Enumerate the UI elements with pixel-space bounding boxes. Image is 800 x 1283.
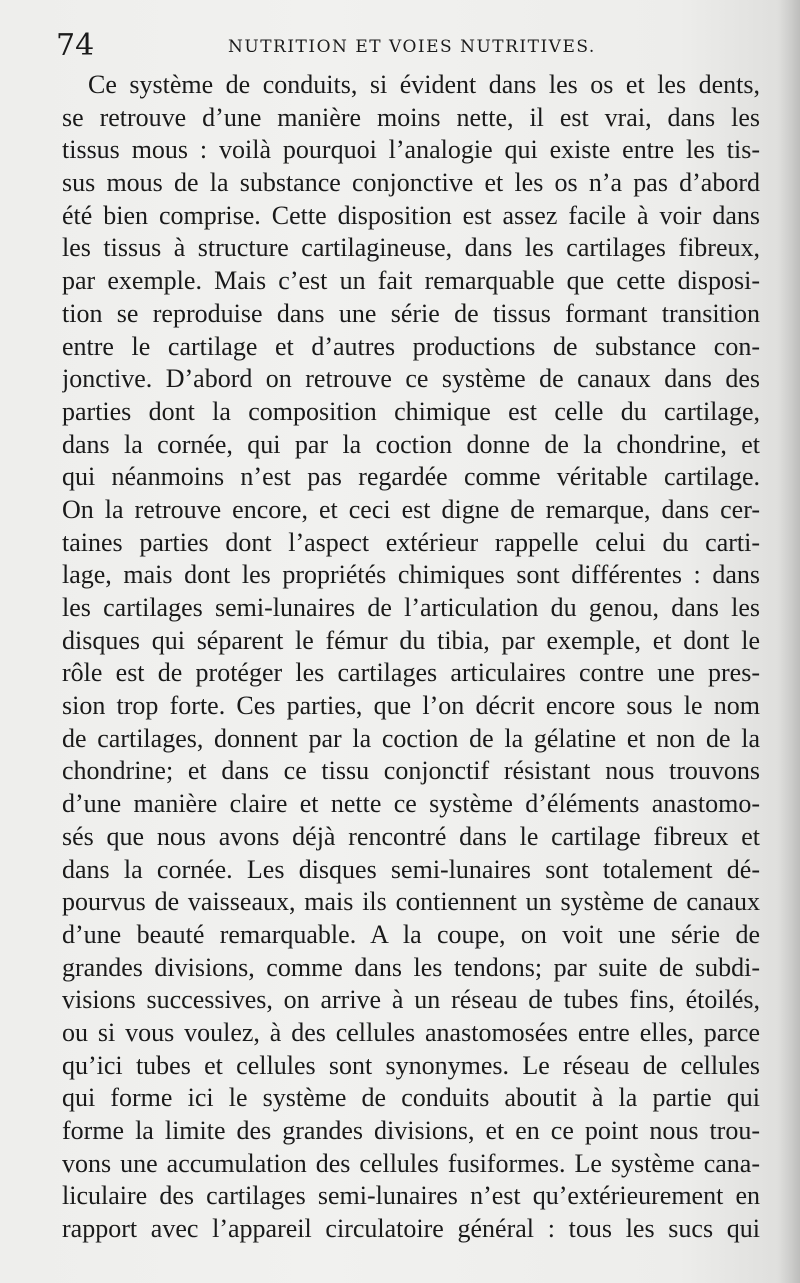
text-line: visions successives, on arrive à un réseau de tubes fins, étoilés, bbox=[62, 985, 760, 1015]
text-line: sés que nous avons déjà rencontré dans le cartilage fibreux et bbox=[62, 821, 760, 851]
text-line: lage, mais dont les propriétés chimiques sont différentes : dans bbox=[62, 560, 760, 590]
text-line: se retrouve d’une manière moins nette, il est vrai, dans les bbox=[62, 102, 760, 132]
text-line: tissus mous : voilà pourquoi l’analogie qui existe entre les tis- bbox=[62, 135, 760, 165]
text-line: sus mous de la substance conjonctive et les os n’a pas d’abord bbox=[62, 168, 760, 198]
text-line: été bien comprise. Cette disposition est assez facile à voir dans bbox=[62, 200, 760, 230]
text-line: pourvus de vaisseaux, mais ils contiennent un système de canaux bbox=[62, 887, 760, 917]
text-line: ou si vous voulez, à des cellules anastomosées entre elles, parce bbox=[62, 1017, 760, 1047]
text-line: jonctive. D’abord on retrouve ce système de canaux dans des bbox=[62, 364, 760, 394]
text-line: vons une accumulation des cellules fusiformes. Le système cana- bbox=[62, 1148, 760, 1178]
running-head: NUTRITION ET VOIES NUTRITIVES. bbox=[228, 37, 596, 57]
text-line: par exemple. Mais c’est un fait remarquable que cette disposi- bbox=[62, 266, 760, 296]
text-line: grandes divisions, comme dans les tendons; par suite de subdi- bbox=[62, 952, 760, 982]
text-line: rapport avec l’appareil circulatoire général : tous les sucs qui bbox=[62, 1214, 760, 1244]
body-text bbox=[62, 69, 760, 1246]
text-line: entre le cartilage et d’autres productions de substance con- bbox=[62, 331, 760, 361]
text-line: qui néanmoins n’est pas regardée comme véritable cartilage. bbox=[62, 462, 760, 492]
text-line: de cartilages, donnent par la coction de la gélatine et non de la bbox=[62, 723, 760, 753]
page-number: 74 bbox=[56, 28, 95, 63]
text-line: On la retrouve encore, et ceci est digne de remarque, dans cer- bbox=[62, 494, 760, 524]
text-line: qui forme ici le système de conduits aboutit à la partie qui bbox=[62, 1083, 760, 1113]
text-line: chondrine; et dans ce tissu conjonctif résistant nous trouvons bbox=[62, 756, 760, 786]
text-line: les tissus à structure cartilagineuse, dans les cartilages fibreux, bbox=[62, 233, 760, 263]
text-line: les cartilages semi-lunaires de l’articulation du genou, dans les bbox=[62, 593, 760, 622]
text-line: disques qui séparent le fémur du tibia, par exemple, et dont le bbox=[62, 625, 760, 655]
text-line: liculaire des cartilages semi-lunaires n’est qu’extérieurement en bbox=[62, 1181, 760, 1211]
page-header bbox=[56, 26, 756, 66]
text-line: Ce système de conduits, si évident dans les os et les dents, bbox=[88, 70, 760, 99]
text-line: tion se reproduise dans une série de tissus formant transition bbox=[62, 298, 760, 328]
text-line: d’une beauté remarquable. A la coupe, on voit une série de bbox=[62, 919, 760, 949]
text-line: forme la limite des grandes divisions, et en ce point nous trou- bbox=[62, 1116, 760, 1145]
text-line: rôle est de protéger les cartilages articulaires contre une pres- bbox=[62, 658, 760, 688]
text-line: taines parties dont l’aspect extérieur rappelle celui du carti- bbox=[62, 527, 760, 557]
text-line: d’une manière claire et nette ce système d’éléments anastomo- bbox=[62, 789, 760, 819]
text-line: parties dont la composition chimique est celle du cartilage, bbox=[62, 396, 760, 426]
text-line: dans la cornée. Les disques semi-lunaires sont totalement dé- bbox=[62, 854, 760, 884]
text-line: dans la cornée, qui par la coction donne de la chondrine, et bbox=[62, 429, 760, 459]
text-line: sion trop forte. Ces parties, que l’on décrit encore sous le nom bbox=[62, 691, 760, 721]
text-line: qu’ici tubes et cellules sont synonymes. Le réseau de cellules bbox=[62, 1050, 760, 1080]
page-edge-shadow bbox=[778, 0, 800, 1283]
